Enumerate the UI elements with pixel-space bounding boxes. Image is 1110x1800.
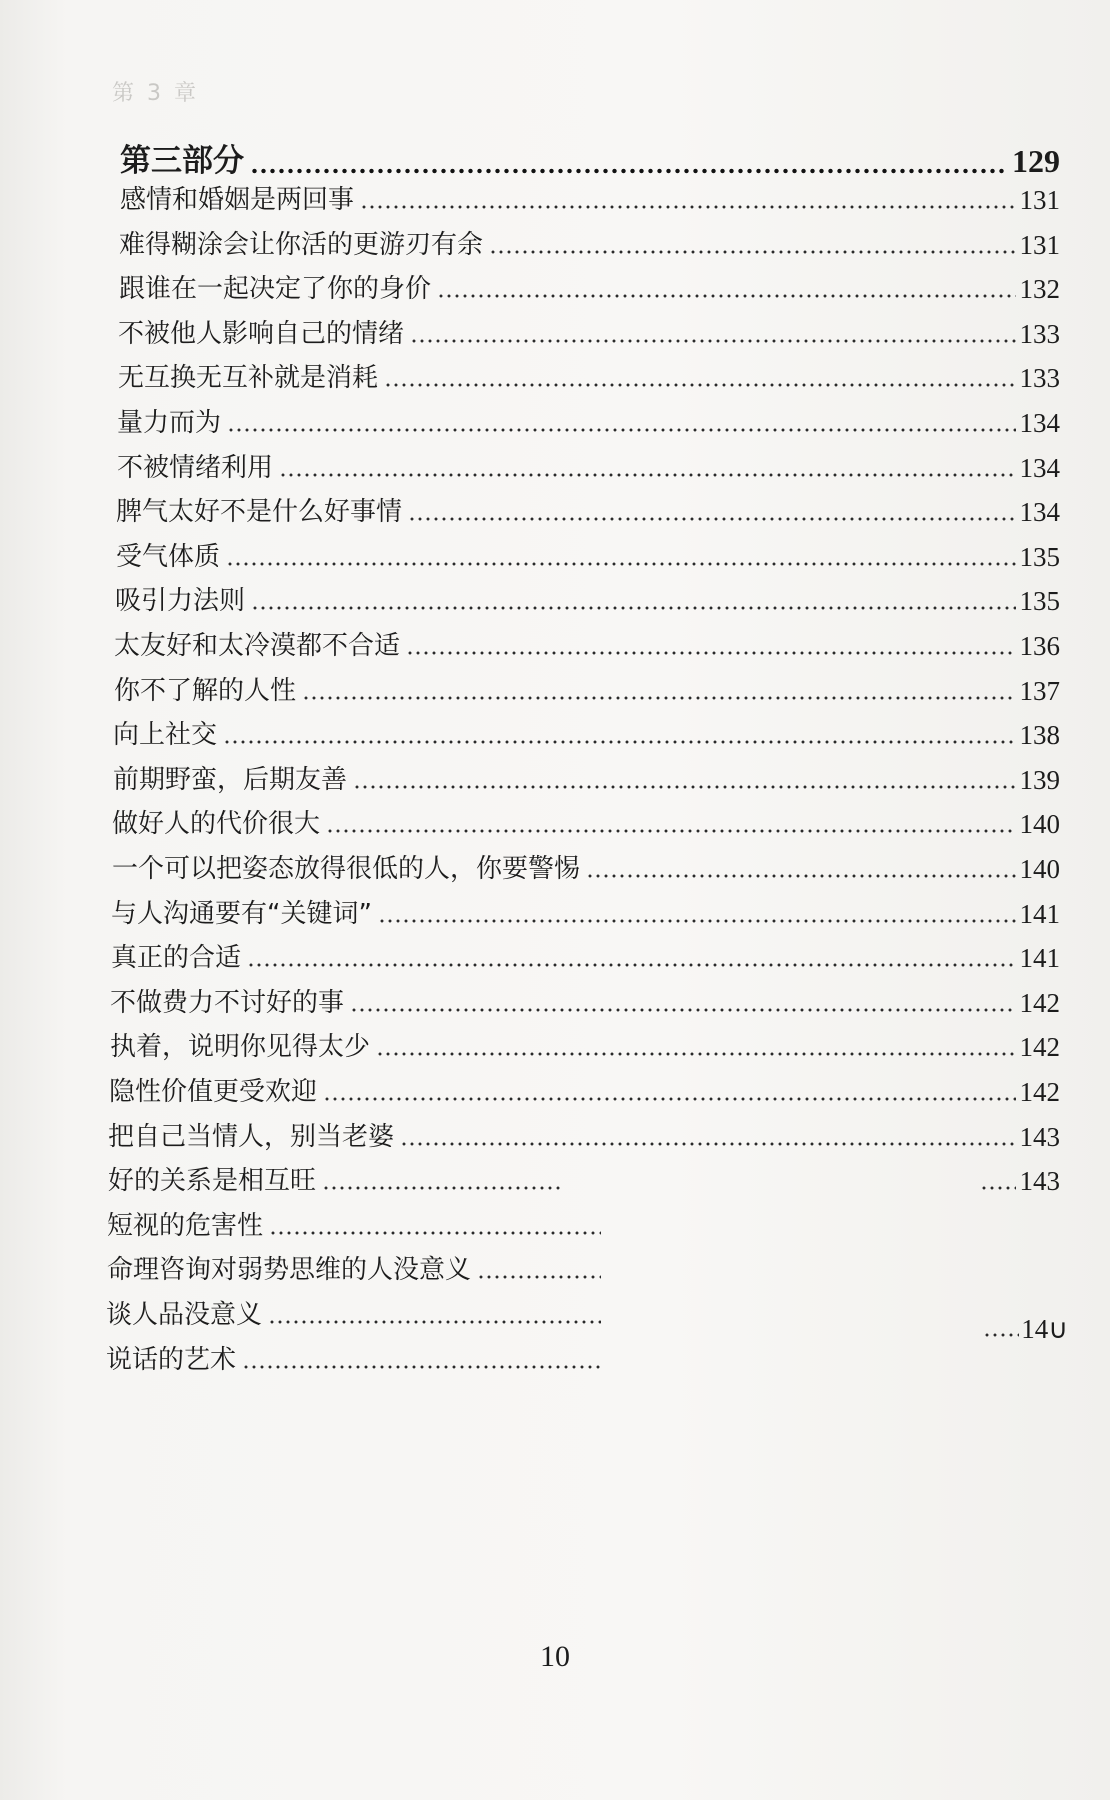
toc-entry-page: 135 bbox=[1019, 586, 1060, 617]
toc-leader-dots bbox=[360, 204, 1015, 210]
toc-entry-page: 141 bbox=[1019, 898, 1060, 929]
toc-entry-page: 136 bbox=[1019, 631, 1060, 661]
toc-entry-title: 你不了解的人性 bbox=[114, 675, 297, 706]
toc-entry-title: 隐性价值更受欢迎 bbox=[109, 1077, 318, 1107]
toc-entry-page: 134 bbox=[1019, 497, 1060, 528]
trailing-page-1: 14∪ bbox=[1021, 1314, 1068, 1344]
toc-leader-dots bbox=[247, 962, 1015, 968]
toc-entry bbox=[109, 1074, 1060, 1108]
toc-entry bbox=[110, 1029, 1060, 1063]
toc-entry-title: 太友好和太冷漠都不合适 bbox=[114, 631, 401, 661]
toc-entry-page: 132 bbox=[1019, 274, 1060, 305]
toc-entry-title: 谈人品没意义 bbox=[106, 1300, 263, 1330]
toc-leader-dots bbox=[279, 472, 1015, 478]
toc-entry-title: 脾气太好不是什么好事情 bbox=[116, 497, 403, 528]
toc-entry-page: 137 bbox=[1019, 675, 1060, 706]
toc-entry-page: 142 bbox=[1019, 1032, 1060, 1063]
short-leader-dots bbox=[983, 1332, 1019, 1338]
toc-leader-dots bbox=[437, 293, 1015, 299]
toc-entry-title: 不被他人影响自己的情绪 bbox=[118, 318, 405, 349]
toc-entry bbox=[119, 227, 1060, 261]
toc-entry-page: 135 bbox=[1019, 541, 1060, 572]
toc-entry-page: 141 bbox=[1019, 943, 1060, 974]
toc-entry-title: 命理咨询对弱势思维的人没意义 bbox=[107, 1255, 472, 1286]
toc-entry-page: 143 bbox=[1019, 1166, 1060, 1197]
toc-entry bbox=[111, 896, 1060, 930]
toc-leader-dots bbox=[302, 695, 1015, 701]
toc-entry-title: 吸引力法则 bbox=[115, 586, 246, 617]
toc-entry bbox=[106, 1297, 605, 1331]
toc-entry bbox=[111, 940, 1060, 974]
toc-leader-dots bbox=[384, 382, 1015, 388]
toc-leader-dots bbox=[251, 605, 1015, 611]
toc-entry-title: 受气体质 bbox=[116, 541, 221, 572]
toc-entry-page: 139 bbox=[1019, 764, 1060, 795]
toc-entry bbox=[118, 360, 1060, 394]
toc-entry-title: 做好人的代价很大 bbox=[112, 809, 321, 840]
toc-leader-dots bbox=[378, 918, 1016, 924]
toc-leader-dots bbox=[326, 828, 1015, 834]
toc-entry bbox=[118, 316, 1060, 350]
toc-leader-dots bbox=[477, 1274, 601, 1280]
toc-entry bbox=[114, 673, 1060, 707]
toc-leader-dots bbox=[406, 650, 1015, 656]
toc-heading-page: 129 bbox=[1012, 143, 1060, 179]
toc-leader-dots bbox=[408, 516, 1015, 522]
toc-entry bbox=[113, 762, 1060, 796]
toc-entry-page: 140 bbox=[1019, 809, 1060, 840]
toc-entry-page: 138 bbox=[1019, 720, 1060, 751]
toc-entry bbox=[110, 985, 1060, 1019]
toc-entry bbox=[108, 1163, 1060, 1197]
toc-entry-title: 不被情绪利用 bbox=[117, 452, 274, 483]
toc-leader-dots bbox=[226, 561, 1015, 567]
toc-entry-page: 133 bbox=[1019, 318, 1060, 349]
short-leader-dots bbox=[980, 1185, 1016, 1191]
toc-leader-dots bbox=[489, 249, 1015, 255]
toc-entry-page: 143 bbox=[1019, 1121, 1060, 1152]
toc-leader-dots bbox=[223, 739, 1015, 745]
toc-leader-dots bbox=[250, 168, 1008, 174]
toc-entry-title: 与人沟通要有“关键词” bbox=[111, 898, 372, 929]
toc-entry-page: 140 bbox=[1019, 854, 1060, 884]
toc-entry-title: 短视的危害性 bbox=[107, 1210, 264, 1241]
toc-entry-page: 131 bbox=[1019, 229, 1060, 260]
toc-leader-dots bbox=[350, 1007, 1015, 1013]
toc-entry bbox=[112, 851, 1060, 885]
toc-leader-dots bbox=[323, 1096, 1015, 1102]
toc-entry bbox=[117, 405, 1060, 439]
toc-leader-dots bbox=[410, 338, 1015, 344]
toc-entry-title: 无互换无互补就是消耗 bbox=[118, 363, 379, 394]
toc-entry bbox=[117, 450, 1060, 484]
toc-leader-dots bbox=[268, 1319, 601, 1325]
toc-entry-title: 一个可以把姿态放得很低的人，你要警惕 bbox=[112, 854, 581, 884]
toc-entry-title: 真正的合适 bbox=[111, 943, 242, 974]
toc-entry-title: 感情和婚姻是两回事 bbox=[120, 185, 355, 215]
toc-entry-title: 把自己当情人，别当老婆 bbox=[108, 1121, 395, 1152]
toc-entry-title: 跟谁在一起决定了你的身价 bbox=[119, 274, 432, 305]
toc-entry bbox=[113, 717, 1060, 751]
toc-entry bbox=[116, 539, 1060, 573]
toc-section-heading bbox=[120, 142, 1060, 180]
toc-entry-title: 执着，说明你见得太少 bbox=[110, 1032, 371, 1063]
toc-entry bbox=[114, 628, 1060, 662]
toc-entry-page: 133 bbox=[1019, 363, 1060, 394]
toc-entry bbox=[108, 1119, 1060, 1153]
toc-entry bbox=[119, 271, 1060, 305]
trailing-fragment-1 bbox=[983, 1314, 1068, 1345]
toc-entry-page: 142 bbox=[1019, 987, 1060, 1018]
toc-entry-title: 说话的艺术 bbox=[106, 1344, 237, 1375]
toc-heading-title: 第三部分 bbox=[120, 143, 244, 179]
toc-leader-dots bbox=[269, 1230, 601, 1236]
toc-entry-title: 向上社交 bbox=[113, 720, 218, 751]
toc-entry bbox=[120, 182, 1060, 216]
toc-entry-title: 量力而为 bbox=[117, 408, 222, 438]
toc-leader-dots bbox=[242, 1364, 601, 1370]
page-number: 10 bbox=[540, 1640, 570, 1673]
toc-leader-dots bbox=[400, 1141, 1015, 1147]
toc-entry-page: 134 bbox=[1019, 408, 1060, 438]
toc-leader-dots bbox=[227, 427, 1015, 433]
toc-entry bbox=[112, 806, 1060, 840]
toc-entry-title: 不做费力不讨好的事 bbox=[110, 987, 345, 1018]
toc-entry-page: 142 bbox=[1019, 1077, 1060, 1107]
toc-leader-dots bbox=[353, 784, 1015, 790]
toc-entry bbox=[116, 494, 1060, 528]
toc-leader-dots bbox=[322, 1185, 562, 1191]
toc-entry-title: 好的关系是相互旺 bbox=[108, 1166, 317, 1197]
toc-leader-dots bbox=[376, 1051, 1015, 1057]
toc-entry bbox=[115, 583, 1060, 617]
toc-entry bbox=[107, 1208, 605, 1242]
toc-entry bbox=[106, 1342, 605, 1376]
ghost-running-header: 第 3 章 bbox=[112, 81, 199, 106]
toc-entry-title: 难得糊涂会让你活的更游刃有余 bbox=[119, 229, 484, 260]
toc-entry-title: 前期野蛮，后期友善 bbox=[113, 764, 348, 795]
toc-entry bbox=[107, 1252, 605, 1286]
toc-entry-page: 131 bbox=[1019, 185, 1060, 215]
toc-leader-dots bbox=[586, 873, 1015, 879]
toc-entry-page: 134 bbox=[1019, 452, 1060, 483]
